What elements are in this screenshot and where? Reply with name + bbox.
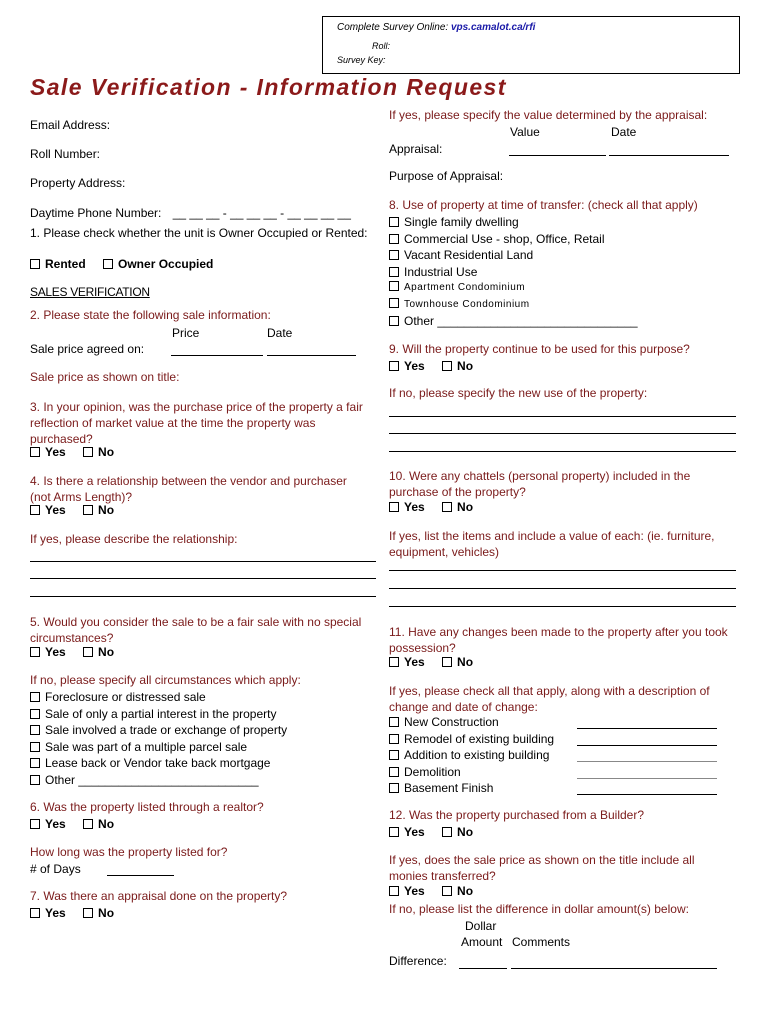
circumstance-item[interactable] xyxy=(30,722,287,739)
use-checkbox[interactable] xyxy=(389,267,399,277)
amount-label: Amount xyxy=(461,935,503,949)
q4-line-2: (not Arms Length)? xyxy=(30,490,133,504)
change-label: Demolition xyxy=(404,764,461,779)
page-title: Sale Verification - Information Request xyxy=(30,74,507,100)
q3-no-label: No xyxy=(98,445,115,459)
q1-options xyxy=(30,257,213,271)
change-label: Remodel of existing building xyxy=(404,731,555,746)
q5-line-2: circumstances? xyxy=(30,631,114,645)
change-checkbox[interactable] xyxy=(389,734,399,744)
rented-checkbox[interactable] xyxy=(30,259,40,269)
use-checkbox[interactable] xyxy=(389,250,399,260)
q5-followup: If no, please specify all circumstances which apply: xyxy=(30,673,301,687)
change-label: Addition to existing building xyxy=(404,748,550,762)
circumstance-label: Sale of only a partial interest in the property xyxy=(45,706,277,721)
use-label: Vacant Residential Land xyxy=(404,248,534,262)
price-column-label: Price xyxy=(172,326,200,340)
q9-no-checkbox[interactable] xyxy=(442,361,452,371)
owner-occupied-label: Owner Occupied xyxy=(118,257,214,271)
chattels-line-1[interactable] xyxy=(389,570,736,571)
agreed-date-field[interactable] xyxy=(267,355,356,356)
agreed-price-label: Sale price agreed on: xyxy=(30,342,145,356)
survey-online-line xyxy=(337,22,535,33)
days-label: # of Days xyxy=(30,862,81,876)
circumstance-item[interactable] xyxy=(30,689,287,706)
change-item[interactable] xyxy=(389,747,554,764)
q9-yes-label: Yes xyxy=(404,359,425,373)
new-use-line-1[interactable] xyxy=(389,416,736,417)
circumstance-item[interactable] xyxy=(30,755,287,772)
q11-followup-line-2: change and date of change: xyxy=(389,700,538,714)
q12-no-label: No xyxy=(457,825,474,839)
value-column-label: Value xyxy=(510,125,540,139)
q10-line-1: 10. Were any chattels (personal property) included in the xyxy=(389,469,691,483)
circumstance-label: Sale involved a trade or exchange of property xyxy=(45,723,288,737)
survey-roll-label: Roll: xyxy=(372,41,391,51)
appraisal-label: Appraisal: xyxy=(389,142,443,156)
chattels-line-2[interactable] xyxy=(389,588,736,589)
q10-text xyxy=(389,468,690,500)
use-item[interactable] xyxy=(389,297,638,314)
roll-number-label: Roll Number: xyxy=(30,147,101,161)
q11-text xyxy=(389,624,728,656)
change-checkbox[interactable] xyxy=(389,783,399,793)
appraisal-date-column-label: Date xyxy=(611,125,637,139)
change-description-field[interactable] xyxy=(577,745,717,746)
q11-line-1: 11. Have any changes been made to the property after you took xyxy=(389,625,728,639)
changes-list xyxy=(389,714,554,797)
change-description-field[interactable] xyxy=(577,761,717,762)
survey-key-label: Survey Key: xyxy=(337,55,386,65)
use-item[interactable] xyxy=(389,313,638,330)
q5-yes-checkbox[interactable] xyxy=(30,647,40,657)
q6-no-checkbox[interactable] xyxy=(83,819,93,829)
circumstance-checkbox[interactable] xyxy=(30,775,40,785)
q7-no-checkbox[interactable] xyxy=(83,908,93,918)
q12-text: 12. Was the property purchased from a Builder? xyxy=(389,808,645,822)
q10-followup-line-2: equipment, vehicles) xyxy=(389,545,500,559)
q11-no-label: No xyxy=(457,655,474,669)
q11-followup xyxy=(389,683,710,715)
comments-label: Comments xyxy=(512,935,571,949)
circumstance-checkbox[interactable] xyxy=(30,709,40,719)
change-description-field[interactable] xyxy=(577,794,717,795)
circumstance-label: Sale was part of a multiple parcel sale xyxy=(45,739,248,754)
use-label: Industrial Use xyxy=(404,264,478,279)
use-item[interactable] xyxy=(389,264,638,281)
change-description-field[interactable] xyxy=(577,778,717,779)
chattels-line-3[interactable] xyxy=(389,606,736,607)
phone-row xyxy=(30,206,351,220)
use-item[interactable] xyxy=(389,214,638,231)
q3-line-1: 3. In your opinion, was the purchase price of the property a fair xyxy=(30,400,363,414)
q7-yes-label: Yes xyxy=(45,906,66,920)
q9-text: 9. Will the property continue to be used for this purpose? xyxy=(389,342,690,356)
change-description-field[interactable] xyxy=(577,728,717,729)
use-checkbox[interactable] xyxy=(389,298,399,308)
q10-followup xyxy=(389,528,715,560)
use-label: Commercial Use - shop, Office, Retail xyxy=(404,231,605,246)
q5-yes-label: Yes xyxy=(45,645,66,659)
q4-text xyxy=(30,473,347,505)
q12-followup-line-2: monies transferred? xyxy=(389,869,496,883)
change-label: Basement Finish xyxy=(404,781,494,795)
email-label: Email Address: xyxy=(30,118,111,132)
relationship-line-3[interactable] xyxy=(30,596,376,597)
q10-line-2: purchase of the property? xyxy=(389,485,526,499)
q9-yes-checkbox[interactable] xyxy=(389,361,399,371)
title-price-label: Sale price as shown on title: xyxy=(30,370,180,384)
use-checkbox[interactable] xyxy=(389,217,399,227)
q7-yes-checkbox[interactable] xyxy=(30,908,40,918)
q12-no-checkbox[interactable] xyxy=(442,827,452,837)
use-item[interactable] xyxy=(389,231,638,248)
q3-yes-label: Yes xyxy=(45,445,66,459)
use-checkbox[interactable] xyxy=(389,316,399,326)
appraisal-date-field[interactable] xyxy=(609,155,729,156)
new-use-line-2[interactable] xyxy=(389,433,736,434)
q6-yes-checkbox[interactable] xyxy=(30,819,40,829)
use-label: Single family dwelling xyxy=(404,215,519,229)
q9-no-label: No xyxy=(457,359,474,373)
q5-text xyxy=(30,614,361,646)
q10-no-checkbox[interactable] xyxy=(442,502,452,512)
q4-options xyxy=(30,503,114,517)
q7-text: 7. Was there an appraisal done on the property? xyxy=(30,889,288,903)
q9-options xyxy=(389,359,473,373)
q4-no-checkbox[interactable] xyxy=(83,505,93,515)
q11-options xyxy=(389,655,473,669)
use-item[interactable] xyxy=(389,280,638,297)
q11-no-checkbox[interactable] xyxy=(442,657,452,667)
q3-text xyxy=(30,399,363,447)
use-checkbox[interactable] xyxy=(389,281,399,291)
days-field[interactable] xyxy=(107,875,174,876)
circumstance-label: Lease back or Vendor take back mortgage xyxy=(45,756,271,770)
q3-yes-checkbox[interactable] xyxy=(30,447,40,457)
circumstance-label: Foreclosure or distressed sale xyxy=(45,690,206,704)
dollar-label: Dollar xyxy=(465,919,497,933)
relationship-line-2[interactable] xyxy=(30,578,376,579)
q12b-no-label: No xyxy=(457,884,474,898)
date-column-label: Date xyxy=(267,326,293,340)
q10-options xyxy=(389,500,473,514)
use-label: Apartment Condominium xyxy=(404,282,526,293)
q11-line-2: possession? xyxy=(389,641,456,655)
circumstance-label: Other ___________________________ xyxy=(45,772,259,787)
use-item[interactable] xyxy=(389,247,638,264)
circumstance-checkbox[interactable] xyxy=(30,758,40,768)
q10-yes-label: Yes xyxy=(404,500,425,514)
q3-line-2: reflection of market value at the time the property was xyxy=(30,416,316,430)
agreed-price-field[interactable] xyxy=(171,355,263,356)
difference-comments-field[interactable] xyxy=(511,968,717,969)
q12-yes-label: Yes xyxy=(404,825,425,839)
change-item[interactable] xyxy=(389,780,554,797)
q3-options xyxy=(30,445,114,459)
use-label: Townhouse Condominium xyxy=(404,298,530,310)
q4-yes-label: Yes xyxy=(45,503,66,517)
use-checkbox[interactable] xyxy=(389,234,399,244)
q5-options xyxy=(30,645,114,659)
q9-followup: If no, please specify the new use of the property: xyxy=(389,386,648,400)
q6-no-label: No xyxy=(98,817,115,831)
change-item[interactable] xyxy=(389,714,554,731)
q4-yes-checkbox[interactable] xyxy=(30,505,40,515)
q6-yes-label: Yes xyxy=(45,817,66,831)
circumstances-list xyxy=(30,689,287,788)
q7-no-label: No xyxy=(98,906,115,920)
difference-label: Difference: xyxy=(389,954,447,968)
q7-options xyxy=(30,906,114,920)
q5-no-checkbox[interactable] xyxy=(83,647,93,657)
change-item[interactable] xyxy=(389,764,554,781)
q4-no-label: No xyxy=(98,503,115,517)
q4-followup: If yes, please describe the relationship: xyxy=(30,532,238,546)
change-checkbox[interactable] xyxy=(389,717,399,727)
q6-text: 6. Was the property listed through a realtor? xyxy=(30,800,264,814)
appraisal-question: If yes, please specify the value determined by the appraisal: xyxy=(389,108,708,122)
q8-text: 8. Use of property at time of transfer: (check all that apply) xyxy=(389,198,698,212)
uses-list xyxy=(389,214,638,330)
q12-followup-line-1: If yes, does the sale price as shown on the title include all xyxy=(389,853,695,867)
circumstance-checkbox[interactable] xyxy=(30,742,40,752)
q12-difference-text: If no, please list the difference in dollar amount(s) below: xyxy=(389,902,689,916)
q5-no-label: No xyxy=(98,645,115,659)
difference-amount-field[interactable] xyxy=(459,968,507,969)
sales-verification-heading: SALES VERIFICATION xyxy=(30,285,150,299)
phone-label: Daytime Phone Number: xyxy=(30,206,162,220)
circumstance-item[interactable] xyxy=(30,706,287,723)
q12-yes-checkbox[interactable] xyxy=(389,827,399,837)
survey-url-link[interactable]: vps.camalot.ca/rfi xyxy=(450,22,536,33)
rented-label: Rented xyxy=(45,257,86,271)
change-checkbox[interactable] xyxy=(389,767,399,777)
q11-yes-label: Yes xyxy=(404,655,425,669)
change-checkbox[interactable] xyxy=(389,750,399,760)
circumstance-checkbox[interactable] xyxy=(30,725,40,735)
circumstance-item[interactable] xyxy=(30,772,287,789)
q11-yes-checkbox[interactable] xyxy=(389,657,399,667)
q5-line-1: 5. Would you consider the sale to be a fair sale with no special xyxy=(30,615,362,629)
q10-yes-checkbox[interactable] xyxy=(389,502,399,512)
use-label: Other ______________________________ xyxy=(404,314,638,328)
q6-options xyxy=(30,817,114,831)
property-address-label: Property Address: xyxy=(30,176,126,190)
q12b-yes-label: Yes xyxy=(404,884,425,898)
circumstance-checkbox[interactable] xyxy=(30,692,40,702)
relationship-line-1[interactable] xyxy=(30,561,376,562)
q3-line-3: purchased? xyxy=(30,432,93,446)
owner-occupied-checkbox[interactable] xyxy=(103,259,113,269)
appraisal-value-field[interactable] xyxy=(509,155,606,156)
phone-input[interactable]: __ __ __ - __ __ __ - __ __ __ __ xyxy=(172,206,351,220)
q12b-yes-checkbox[interactable] xyxy=(389,886,399,896)
q10-no-label: No xyxy=(457,500,474,514)
survey-info-box xyxy=(322,16,740,74)
survey-online-label: Complete Survey Online: xyxy=(337,22,449,33)
q3-no-checkbox[interactable] xyxy=(83,447,93,457)
q1-text: 1. Please check whether the unit is Owner Occupied or Rented: xyxy=(30,226,368,240)
q12-options xyxy=(389,825,473,839)
q4-line-1: 4. Is there a relationship between the vendor and purchaser xyxy=(30,474,347,488)
q10-followup-line-1: If yes, list the items and include a value of each: (ie. furniture, xyxy=(389,529,715,543)
change-item[interactable] xyxy=(389,731,554,748)
q11-followup-line-1: If yes, please check all that apply, along with a description of xyxy=(389,684,710,698)
new-use-line-3[interactable] xyxy=(389,451,736,452)
q12b-options xyxy=(389,884,473,898)
change-label: New Construction xyxy=(404,715,499,729)
circumstance-item[interactable] xyxy=(30,739,287,756)
purpose-label: Purpose of Appraisal: xyxy=(389,169,504,183)
q2-text: 2. Please state the following sale information: xyxy=(30,308,271,322)
q6-followup: How long was the property listed for? xyxy=(30,845,228,859)
q12-followup xyxy=(389,852,695,884)
q12b-no-checkbox[interactable] xyxy=(442,886,452,896)
